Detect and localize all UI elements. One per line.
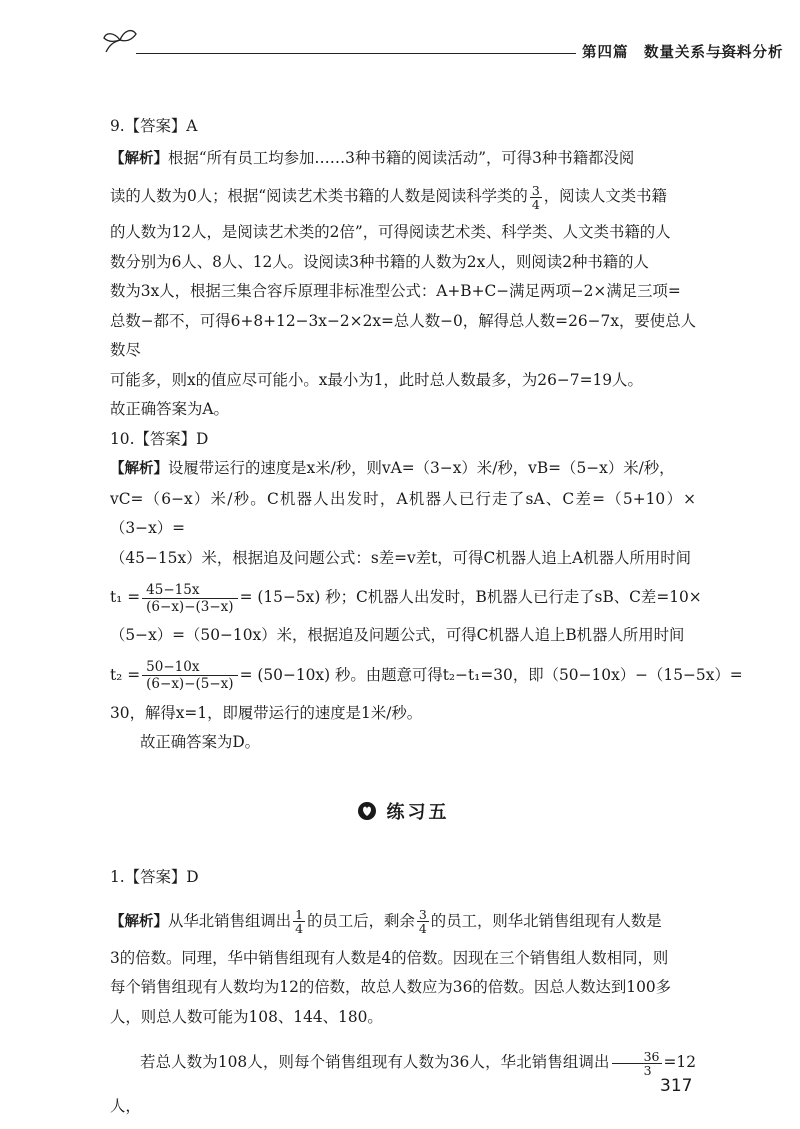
fraction-36-3: $\frac{36}{3}$ (612, 1050, 662, 1077)
q1-analysis-label: 【解析】 (110, 913, 168, 930)
q9-line-4: 数分别为6人、8人、12人。设阅读3种书籍的人数为2x人，则阅读2种书籍的人 (110, 252, 649, 271)
q1-line-2: 3的倍数。同理，华中销售组现有人数是4的倍数。因现在三个销售组人数相同，则 (110, 948, 669, 967)
q10-line-3: （45−15x）米，根据追及问题公式：s差=v差t，可得C机器人追上A机器人所用时间 (110, 548, 692, 567)
header-rule-right (710, 53, 740, 54)
q9-conclusion: 故正确答案为A。 (110, 400, 229, 418)
q10-equation-2: t₂ = $\frac{50-10x}{(6-x)-(5-x)}$ = (50−10x) 秒。由题意可得t₂−t₁=30，即（50−10x）−（15−5x）= (110, 659, 743, 692)
eq2-fraction: $\frac{50-10x}{(6-x)-(5-x)}$ (142, 659, 237, 692)
page-content (110, 112, 743, 1128)
q9-line-1: 【解析】根据“所有员工均参加……3种书籍的阅读活动”，可得3种书籍都没阅 (110, 148, 635, 167)
q1-line-4: 人，则总人数可能为108、144、180。 (110, 1007, 383, 1026)
q1-line-1: 【解析】从华北销售组调出 $\frac{1}{4}$ 的员工后，剩余 $\frac{3}{4}$ 的员工，则华北销售组现有人数是 (110, 907, 662, 936)
q9-line-7: 可能多，则x的值应尽可能小。x最小为1，此时总人数最多，为26−7=19人。 (110, 370, 643, 389)
q10-line-1: 【解析】设履带运行的速度是x米/秒，则vA=（3−x）米/秒，vB=（5−x）米/秒， (110, 459, 675, 477)
header-rule-left (136, 53, 576, 54)
q1-heading: 1.【答案】D (110, 868, 199, 886)
q9-line-5: 数为3x人，根据三集合容斥原理非标准型公式：A+B+C−满足两项−2×满足三项= (110, 282, 681, 300)
q10-line-7: 30，解得x=1，即履带运行的速度是1米/秒。 (110, 703, 423, 722)
fraction-3-4-b: $\frac{3}{4}$ (418, 907, 427, 936)
q10-conclusion: 故正确答案为D。 (140, 733, 261, 751)
q10-equation-1: t₁ = $\frac{45-15x}{(6-x)-(3-x)}$ = (15−5x) 秒；C机器人出发时，B机器人已行走了sB、C差=10× (110, 581, 702, 615)
q9-line-3: 的人数为12人，是阅读艺术类的2倍”，可得阅读艺术类、科学类、人文类书籍的人 (110, 223, 671, 241)
header-title: 第四篇 数量关系与资料分析 (582, 45, 784, 61)
q1-line-5: 若总人数为108人，则每个销售组现有人数为36人，华北销售组调出 $\frac{36}{3}$ =12人， (110, 1048, 696, 1115)
q10-analysis-label: 【解析】 (110, 461, 168, 477)
q9-analysis-label: 【解析】 (110, 150, 168, 167)
q9-line-2: 读的人数为0人；根据“阅读艺术类书籍的人数是阅读科学类的 $\frac{3}{4}$ ，阅读人文类书籍 (110, 182, 667, 212)
eq1-fraction: $\frac{45-15x}{(6-x)-(3-x)}$ (142, 582, 237, 615)
section-title: 练习五 (110, 798, 696, 828)
page-number: 317 (660, 1076, 693, 1096)
q1-line-3: 每个销售组现有人数均为12的倍数，故总人数应为36的倍数。因总人数达到100多 (110, 978, 672, 996)
q9-heading: 9.【答案】A (110, 117, 198, 135)
flower-icon (357, 801, 377, 821)
page-header (100, 22, 784, 72)
leaf-icon (100, 22, 140, 56)
fraction-3-4: $\frac{3}{4}$ (531, 182, 540, 212)
q9-line-6: 总数−都不，可得6+8+12−3x−2×2x=总人数−0，解得总人数=26−7x，要使总人数尽 (110, 311, 696, 359)
q10-line-2: vC=（6−x）米/秒。C机器人出发时，A机器人已行走了sA、C差=（5+10）×（3−x）= (110, 489, 696, 537)
q10-line-5: （5−x）=（50−10x）米，根据追及问题公式，可得C机器人追上B机器人所用时间 (110, 626, 685, 644)
q10-heading: 10.【答案】D (110, 429, 209, 448)
fraction-1-4: $\frac{1}{4}$ (295, 907, 304, 936)
